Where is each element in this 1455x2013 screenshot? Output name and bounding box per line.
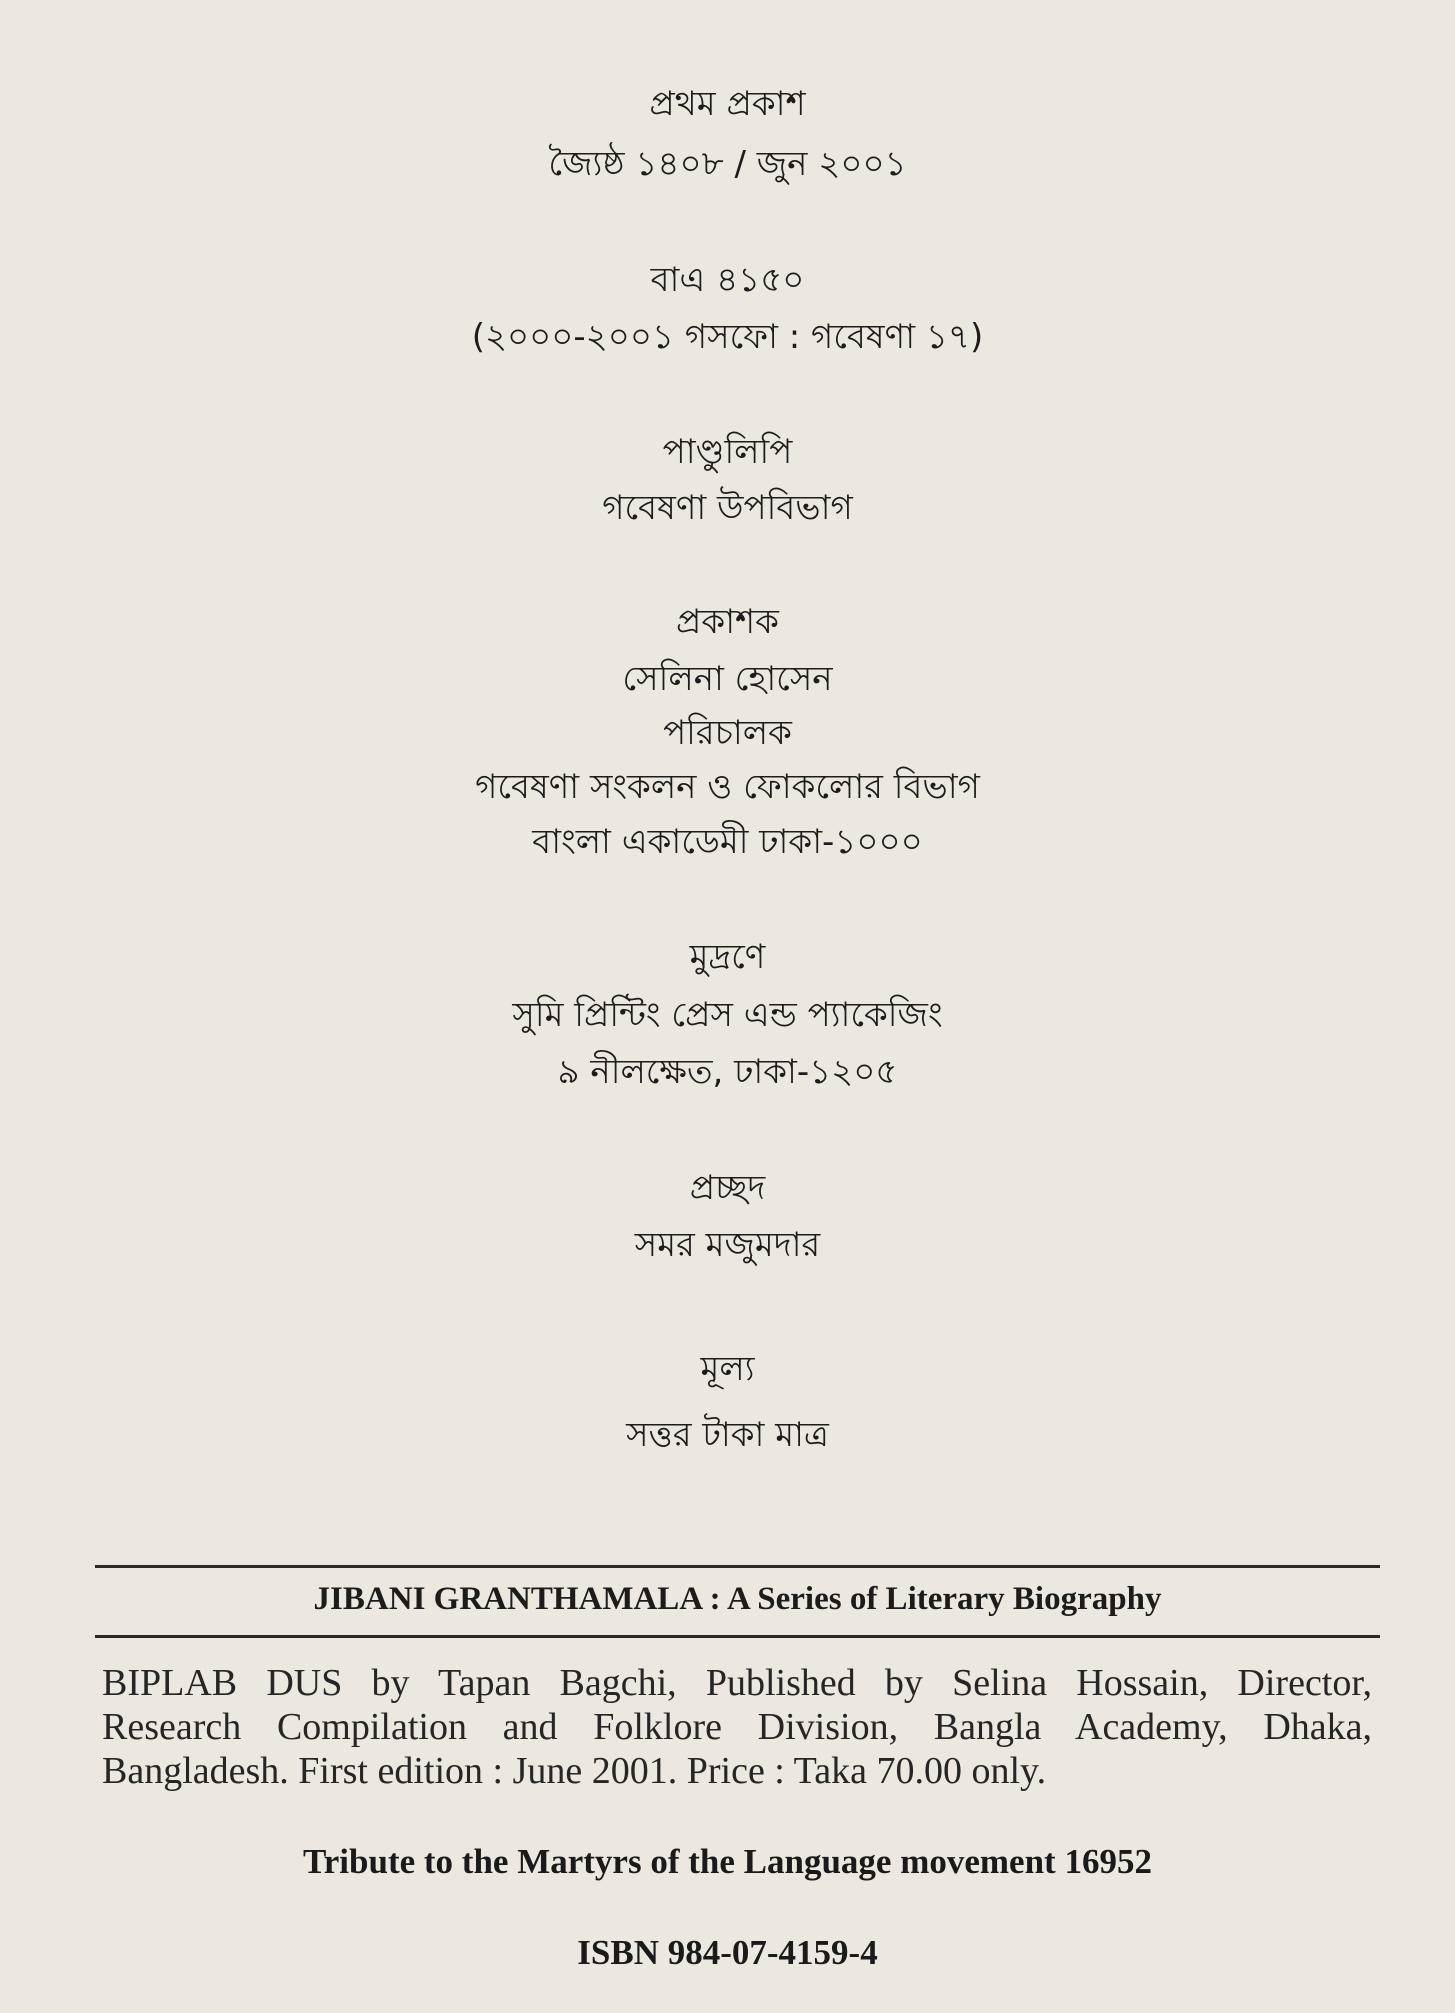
publisher-org: বাংলা একাডেমী ঢাকা-১০০০ <box>532 822 923 862</box>
cover-artist: সমর মজুমদার <box>634 1225 821 1265</box>
first-edition-date: জ্যৈষ্ঠ ১৪০৮ / জুন ২০০১ <box>548 144 907 184</box>
cover-label: প্রচ্ছদ <box>689 1168 766 1208</box>
imprint-line-1: BIPLAB DUS by Tapan Bagchi, Published by Selina Hossain, Director, <box>102 1662 1372 1704</box>
catalog-number: বাএ ৪১৫০ <box>650 260 805 300</box>
series-note: (২০০০-২০০১ গসফো : গবেষণা ১৭) <box>471 317 984 357</box>
publisher-division: গবেষণা সংকলন ও ফোকলোর বিভাগ <box>475 767 980 807</box>
printer-name: সুমি প্রিন্টিং প্রেস এন্ড প্যাকেজিং <box>512 995 943 1035</box>
bottom-divider <box>95 1635 1380 1638</box>
imprint-line-2: Research Compilation and Folklore Division, Bangla Academy, Dhaka, <box>102 1706 1372 1748</box>
publisher-title: পরিচালক <box>663 713 792 753</box>
manuscript-value: গবেষণা উপবিভাগ <box>602 488 853 528</box>
price-value: সত্তর টাকা মাত্র <box>626 1415 829 1455</box>
isbn: ISBN 984-07-4159-4 <box>577 1933 878 1972</box>
printer-label: মুদ্রণে <box>689 937 766 977</box>
publisher-label: প্রকাশক <box>676 602 779 642</box>
printer-address: ৯ নীলক্ষেত, ঢাকা-১২০৫ <box>557 1052 898 1092</box>
series-title: JIBANI GRANTHAMALA : A Series of Literary Biography <box>313 1581 1162 1617</box>
manuscript-label: পাণ্ডুলিপি <box>662 432 793 472</box>
top-divider <box>95 1565 1380 1568</box>
publisher-name: সেলিনা হোসেন <box>622 659 833 699</box>
tribute-line: Tribute to the Martyrs of the Language movement 16952 <box>303 1842 1152 1881</box>
imprint-line-3: Bangladesh. First edition : June 2001. Price : Taka 70.00 only. <box>102 1750 1047 1792</box>
first-edition-label: প্রথম প্রকাশ <box>649 84 806 124</box>
imprint-paragraph <box>102 1661 1372 1793</box>
price-label: মূল্য <box>700 1349 755 1389</box>
